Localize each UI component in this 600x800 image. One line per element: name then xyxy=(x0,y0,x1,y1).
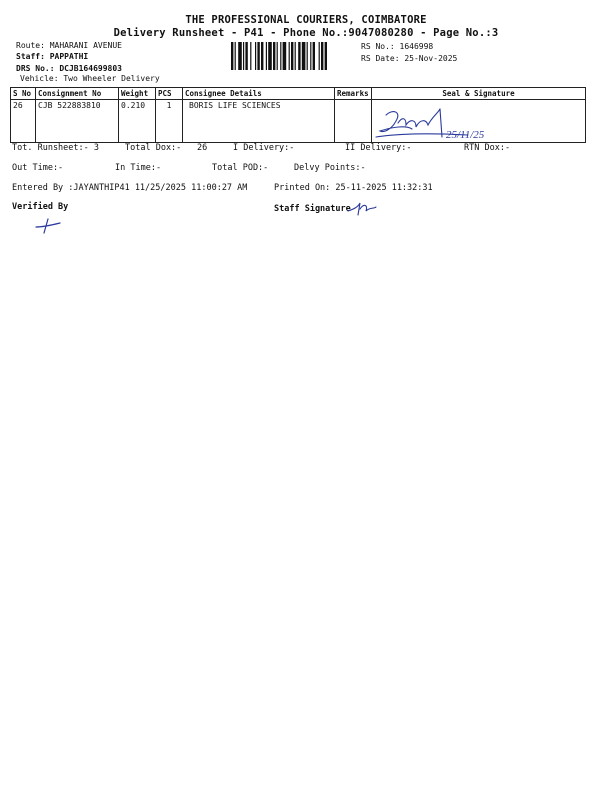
barcode-bar xyxy=(238,42,242,70)
barcode-bar xyxy=(266,42,267,70)
barcode-bar xyxy=(307,42,308,70)
entered-by: Entered By :JAYANTHIP41 11/25/2025 11:00:27 AM xyxy=(12,183,248,193)
barcode-bar xyxy=(261,42,263,70)
vehicle-info: Vehicle: Two Wheeler Delivery xyxy=(20,74,160,83)
barcode-bar xyxy=(302,42,306,70)
barcode-bar xyxy=(250,42,251,70)
cell-consignee: BORIS LIFE SCIENCES xyxy=(183,100,335,143)
barcode-bar xyxy=(255,42,256,70)
verifier-mark xyxy=(34,215,64,235)
cell-remarks xyxy=(335,100,372,143)
company-title: THE PROFESSIONAL COURIERS, COIMBATORE xyxy=(185,14,427,26)
barcode-bar xyxy=(291,42,293,70)
barcode-bar xyxy=(298,42,300,70)
ii-delivery-label: II Delivery:- xyxy=(345,143,412,153)
barcode-bar xyxy=(245,42,247,70)
barcode-bar xyxy=(321,42,323,70)
printed-on: Printed On: 25-11-2025 11:32:31 xyxy=(274,183,433,193)
rtn-dox-label: RTN Dox:- xyxy=(464,143,511,153)
barcode-bar xyxy=(325,42,327,70)
barcode-bar xyxy=(295,42,296,70)
out-time-label: Out Time:- xyxy=(12,163,64,173)
runsheet-subtitle: Delivery Runsheet - P41 - Phone No.:9047080280 - Page No.:3 xyxy=(113,27,499,39)
tot-runsheet: Tot. Runsheet:- 3 xyxy=(12,143,99,153)
total-dox-label: Total Dox:- xyxy=(125,143,182,153)
rs-date: RS Date: 25-Nov-2025 xyxy=(361,54,458,63)
barcode-bar xyxy=(257,42,259,70)
delvy-points-label: Delvy Points:- xyxy=(294,163,366,173)
barcode-bar xyxy=(273,42,275,70)
col-header-pcs: PCS xyxy=(156,88,183,100)
barcode-bar xyxy=(280,42,281,70)
i-delivery-label: I Delivery:- xyxy=(233,143,295,153)
total-dox-value: 26 xyxy=(197,143,208,153)
barcode-bar xyxy=(231,42,233,70)
barcode-bar xyxy=(319,42,320,70)
barcode-bar xyxy=(313,42,315,70)
barcode-bar xyxy=(268,42,272,70)
col-header-seal: Seal & Signature xyxy=(372,88,586,100)
barcode-bar xyxy=(277,42,278,70)
col-header-weight: Weight xyxy=(119,88,156,100)
barcode-bar xyxy=(243,42,244,70)
staff-signature-label: Staff Signature xyxy=(274,204,351,214)
staff-signature-mark xyxy=(346,199,378,217)
barcode-bar xyxy=(289,42,290,70)
route-info: Route: MAHARANI AVENUE xyxy=(16,41,122,50)
in-time-label: In Time:- xyxy=(115,163,162,173)
cell-sno: 26 xyxy=(11,100,36,143)
recipient-signature xyxy=(372,103,512,145)
cell-consignment: CJB 522883810 xyxy=(36,100,119,143)
total-pod-label: Total POD:- xyxy=(212,163,269,173)
barcode-bar xyxy=(310,42,311,70)
barcode-bar xyxy=(283,42,287,70)
rs-number: RS No.: 1646998 xyxy=(361,42,434,51)
col-header-remarks: Remarks xyxy=(335,88,372,100)
cell-pcs: 1 xyxy=(156,100,183,143)
barcode-image xyxy=(231,42,357,70)
staff-info: Staff: PAPPATHI xyxy=(16,52,89,61)
drs-number: DRS No.: DCJB164699803 xyxy=(16,64,122,73)
signature-date: 25/11/25 xyxy=(446,129,485,141)
col-header-consignee: Consignee Details xyxy=(183,88,335,100)
col-header-sno: S No xyxy=(11,88,36,100)
verified-by-label: Verified By xyxy=(12,202,69,212)
table-header-row xyxy=(11,88,586,100)
cell-weight: 0.210 xyxy=(119,100,156,143)
col-header-consignment: Consignment No xyxy=(36,88,119,100)
barcode-bar xyxy=(235,42,236,70)
